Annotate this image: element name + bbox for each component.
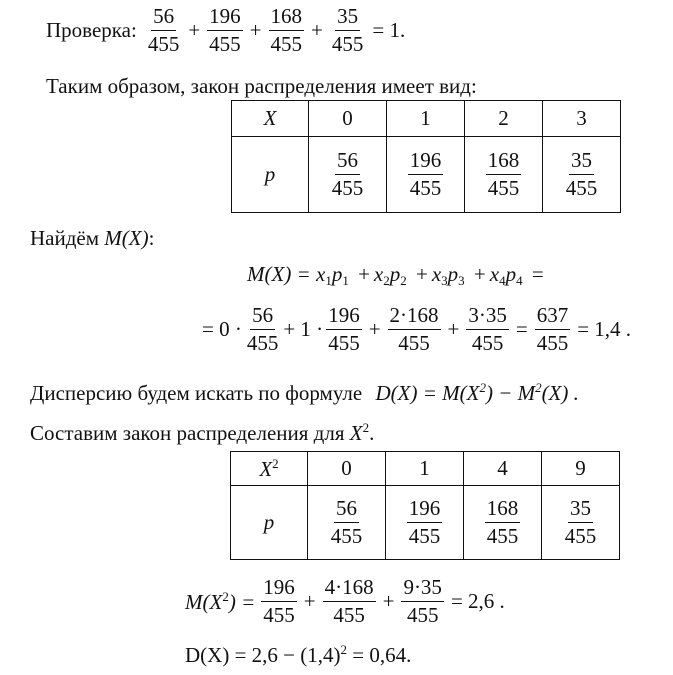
distribution-table-x: [231, 100, 621, 213]
check-fraction-4: $\frac{35}{455}$: [331, 4, 364, 56]
mx-formula: $M(X) = x_1p_1 + x_2p_2 + x_3p_3 + x_4p_4$ =: [247, 262, 544, 288]
find-mx-heading: Найдём M(X):: [30, 226, 155, 250]
table2-prob: $\frac{196}{455}$: [386, 486, 464, 560]
table2-row-label: p: [231, 486, 308, 560]
table2-prob: $\frac{56}{455}$: [308, 486, 386, 560]
law2-intro-text: Составим закон распределения для $X^2$.: [30, 420, 375, 445]
check-line: Проверка: $\frac{56}{455}$ + $\frac{196}{455}$ + $\frac{168}{455}$ + $\frac{35}{455}$ = 1.: [46, 4, 406, 56]
table2-value: 9: [542, 452, 620, 486]
table1-row-label: p: [232, 137, 309, 213]
table2-prob: $\frac{35}{455}$: [542, 486, 620, 560]
law-intro-text: Таким образом, закон распределения имеет вид:: [46, 74, 477, 98]
check-result: = 1.: [372, 18, 406, 42]
check-fraction-2: $\frac{196}{455}$: [209, 4, 241, 56]
mx-calculation: = 0 · $\frac{56}{455}$ + 1 · $\frac{196}{455}$ + $\frac{2\cdot 168}{455}$ + $\frac{3\cdot 35}{455}$ = $\frac{637}{455}$ = 1,4 .: [202, 303, 632, 355]
table1-value: 0: [309, 101, 387, 137]
table1-prob: $\frac{168}{455}$: [465, 137, 543, 213]
check-fraction-1: $\frac{56}{455}$: [147, 4, 180, 56]
table2-value: 1: [386, 452, 464, 486]
table2-value: 0: [308, 452, 386, 486]
table2-value: 4: [464, 452, 542, 486]
table1-prob: $\frac{196}{455}$: [387, 137, 465, 213]
table1-prob: $\frac{56}{455}$: [309, 137, 387, 213]
check-fraction-3: $\frac{168}{455}$: [270, 4, 303, 56]
dispersion-line: Дисперсию будем искать по формуле $D(X) = M(X^2) - M^2(X)$ .: [30, 380, 579, 405]
table1-value: 1: [387, 101, 465, 137]
dx-result: $D(X) = 2,6 - (1,4)^2 = 0,64$.: [185, 642, 412, 667]
table1-value: 2: [465, 101, 543, 137]
table2-prob: $\frac{168}{455}$: [464, 486, 542, 560]
check-label: Проверка:: [46, 18, 137, 42]
table2-header-var: $X^2$: [231, 452, 308, 486]
table1-header-var: X: [232, 101, 309, 137]
mx2-calculation: $M(X^2)$ = $\frac{196}{455}$ + $\frac{4\cdot 168}{455}$ + $\frac{9\cdot 35}{455}$ = 2,6 .: [185, 575, 505, 627]
distribution-table-x2: [230, 451, 620, 560]
table1-prob: $\frac{35}{455}$: [543, 137, 621, 213]
table1-value: 3: [543, 101, 621, 137]
